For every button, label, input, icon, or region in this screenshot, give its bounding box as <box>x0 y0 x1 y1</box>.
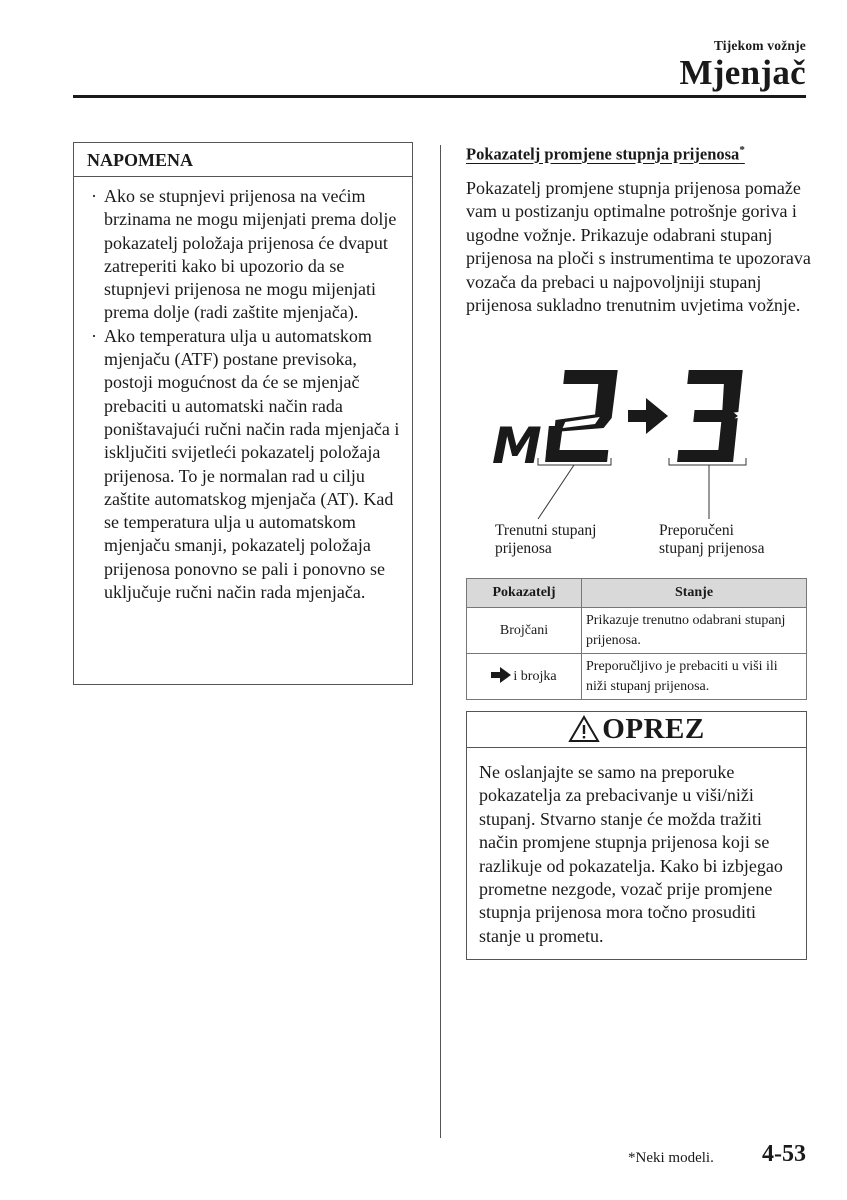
note-item-text: Ako se stupnjevi prijenosa na većim brzinama ne mogu mijenjati prema dolje pokazatelj položaja prijenosa će dvaput zatreperiti kako bi upozorio da se stupnjevi prijenosa ne mogu mijenjati prema dolje (radi zaštite mjenjača). <box>104 186 397 323</box>
shift-arrow-icon <box>628 398 668 434</box>
indicator-label: i brojka <box>513 668 557 684</box>
indicator-intro: Pokazatelj promjene stupnja prijenosa pomaže vam u postizanju optimalne potrošnje goriva i ugodne vožnje. Prikazuje odabrani stupanj prijenosa na ploči s instrumentima te upozorava vozača da prebaci u najpovoljniji stupanj prijenosa sukladno trenutnim uvjetima vožnje. <box>466 178 811 316</box>
note-list <box>74 177 412 604</box>
recommended-gear-digit <box>677 370 743 462</box>
caption-line: Preporučeni <box>659 522 734 539</box>
note-heading: NAPOMENA <box>74 143 412 177</box>
column-header-state: Stanje <box>582 579 807 608</box>
caption-line: prijenosa <box>495 540 552 557</box>
caution-heading <box>467 712 806 748</box>
note-item <box>74 325 412 605</box>
caution-box <box>466 711 807 960</box>
recommended-gear-caption <box>659 522 764 558</box>
caution-text: Ne oslanjajte se samo na preporuke pokazatelja za prebacivanje u viši/niži stupanj. Stvarno stanje će možda tražiti način promjene stupnja prijenosa koji se razlikuje od pokazatelja. Kako bi izbjegao prometne nezgode, vozač prije promjene stupnja prijenosa mora točno prosuditi stanje u prometu. <box>479 762 783 946</box>
indicator-table <box>466 578 807 700</box>
model-footnote-mark: * <box>739 144 745 156</box>
note-item-text: Ako temperatura ulja u automatskom mjenjaču (ATF) postane previsoka, postoji mogućnost da će se mjenjač prebaciti u automatski način rada poništavajući ručni način rada mjenjača i isključiti svijetleći pokazatelj položaja prijenosa. To je normalan rad u cilju zaštite automatskog mjenjača (AT). Kad se temperatura ulja u automatskom mjenjaču smanji, pokazatelj položaja prijenosa ponovno se pali i ponovno se uključuje ručni način rada mjenjača. <box>104 325 400 603</box>
page-number: 4-53 <box>762 1141 806 1167</box>
right-arrow-icon <box>491 667 511 683</box>
current-gear-digit <box>545 370 618 462</box>
gear-indicator-diagram <box>466 358 811 563</box>
bullet-dot: · <box>91 325 97 346</box>
current-leader-line <box>538 465 574 519</box>
column-divider <box>440 145 441 1138</box>
section-label: Tijekom vožnje <box>713 38 806 53</box>
table-row <box>467 608 807 654</box>
footnote: *Neki modeli. <box>628 1150 714 1166</box>
indicator-heading <box>466 144 745 165</box>
state-cell: Preporučljivo je prebaciti u viši ili niži stupanj prijenosa. <box>582 654 807 700</box>
mode-letter: M <box>492 417 542 475</box>
indicator-cell: Brojčani <box>467 608 582 654</box>
page-title: Mjenjač <box>679 53 806 92</box>
note-box <box>73 142 413 685</box>
caption-line: Trenutni stupanj <box>495 522 597 539</box>
indicator-heading-text: Pokazatelj promjene stupnja prijenosa <box>466 144 740 164</box>
table-row <box>467 654 807 700</box>
caution-heading-text: OPREZ <box>602 713 705 745</box>
caption-line: stupanj prijenosa <box>659 540 765 557</box>
table-header-row <box>467 579 807 608</box>
indicator-cell <box>467 654 582 700</box>
state-cell: Prikazuje trenutno odabrani stupanj prijenosa. <box>582 608 807 654</box>
current-gear-caption <box>495 522 596 558</box>
header-rule <box>73 95 806 98</box>
note-item <box>74 185 412 325</box>
column-header-indicator: Pokazatelj <box>467 579 582 608</box>
warning-triangle-icon <box>568 715 600 743</box>
bullet-dot: · <box>91 186 97 206</box>
